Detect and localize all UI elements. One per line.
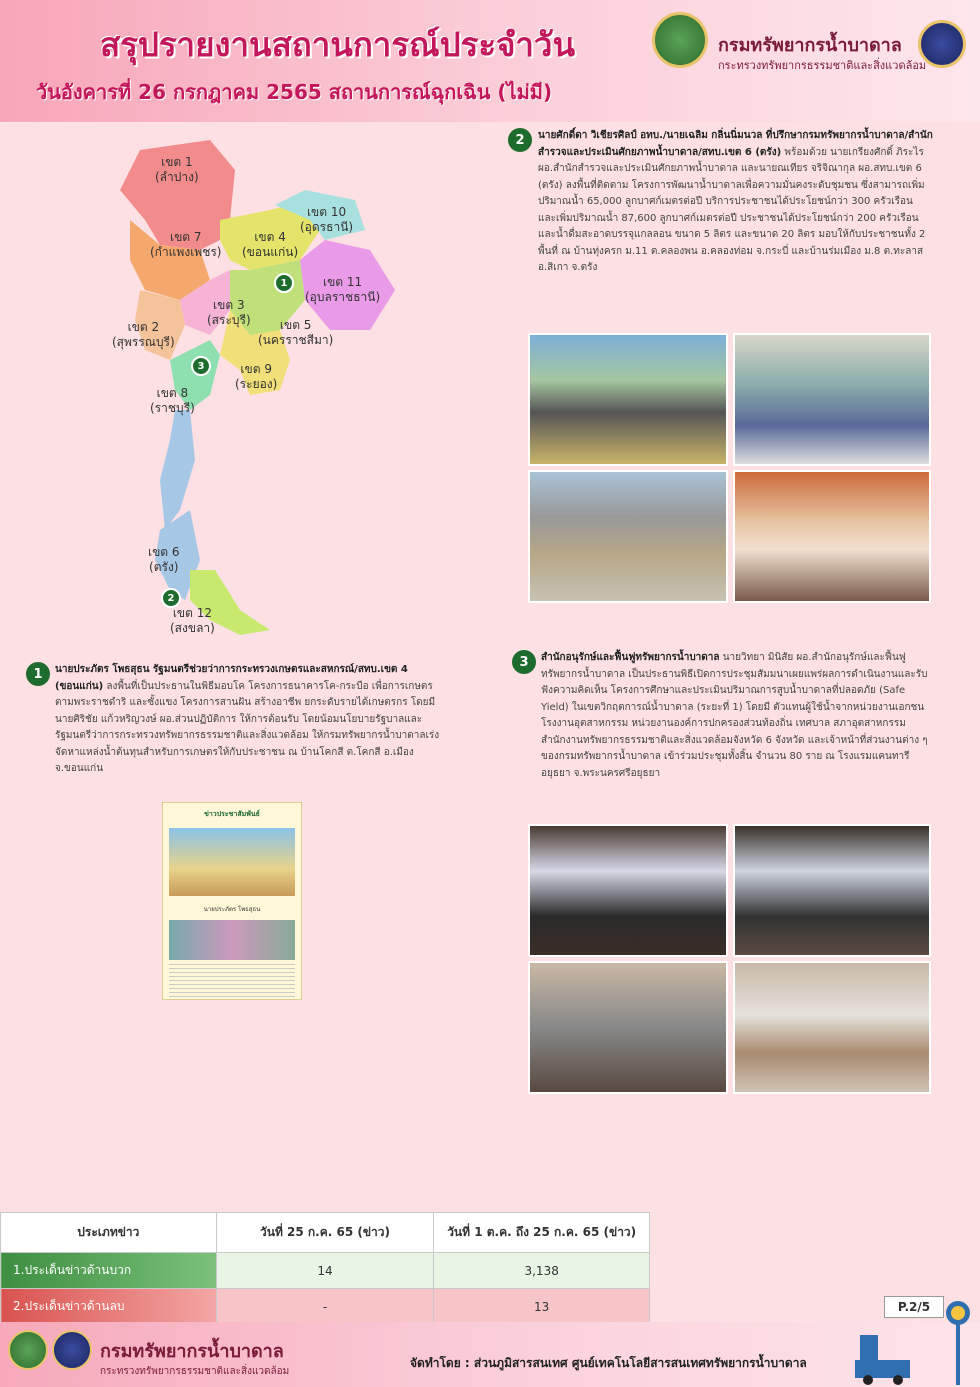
- table-cell: 14: [216, 1253, 434, 1289]
- poster-caption: นายประภัตร โพธสุธน: [203, 906, 261, 913]
- zone-city: (นครราชสีมา): [258, 333, 334, 347]
- zone-label-5: [258, 318, 333, 348]
- map-marker-2[interactable]: 2: [161, 588, 181, 608]
- zone-label-4: [242, 230, 298, 260]
- footer-dept-subtitle: กระทรวงทรัพยากรธรรมชาติและสิ่งแวดล้อม: [100, 1366, 290, 1377]
- zone-city: (อุบลราชธานี): [305, 290, 381, 304]
- news-photo: [528, 961, 728, 1094]
- zone-name: เขต 8: [156, 386, 189, 400]
- news-lead: นายประภัตร โพธสุธน รัฐมนตรีช่วยว่าการกระทรวงเกษตรและสหกรณ์/สทบ.เขต 4 (ขอนแก่น): [55, 664, 408, 692]
- page-number: P.2/5: [884, 1296, 944, 1318]
- news-photo: [733, 470, 931, 603]
- news-body: นายวิทยา มินิสัย ผอ.สำนักอนุรักษ์และฟื้นฟูทรัพยากรน้ำบาดาล เป็นประธานพิธีเปิดการประชุมสัมมนาเผยแพร่ผลการดำเนินงานและรับฟังความคิดเห็น โครงการศึกษาและประเมินปริมาณการสูบน้ำบาดาลที่ปลอดภัย (Safe Yield) ในเขตวิกฤตการณ์น้ำบาดาล (ระยะที่ 1) โดยมี ตัวแทนผู้ใช้น้ำจากหน่วยงานเอกชน โรงงานอุตสาหกรรม หน่วยงานองค์การปกครองส่วนท้องถิ่น เทศบาล สภาอุตสาหกรรม สำนักงานทรัพยากรธรรมชาติและสิ่งแวดล้อมจังหวัด 6 จังหวัด และเจ้าหน้าที่ส่วนงานต่าง ๆ ของกรมทรัพยากรน้ำบาดาล เข้าร่วมประชุมทั้งสิ้น จำนวน 80 ราย ณ โรงแรมแคนทารี อยุธยา จ.พระนครศรีอยุธยา: [541, 652, 928, 779]
- table-cell: -: [216, 1289, 434, 1325]
- news-number-badge: 2: [508, 128, 532, 152]
- news-stats-table: [0, 1212, 650, 1325]
- news-photo: [528, 824, 728, 957]
- zone-city: (กำแพงเพชร): [150, 245, 222, 259]
- zone-name: เขต 6: [148, 545, 180, 559]
- zone-label-12: [170, 606, 215, 636]
- zone-label-8: [150, 386, 195, 416]
- table-cell: 3,138: [434, 1253, 650, 1289]
- news-number-badge: 1: [26, 662, 50, 686]
- zone-city: (ราชบุรี): [150, 401, 195, 415]
- table-row-label: 1.ประเด็นข่าวด้านบวก: [1, 1253, 217, 1289]
- news-photo: [733, 333, 931, 466]
- zone-city: (สงขลา): [170, 621, 215, 635]
- zone-label-2: [112, 320, 175, 350]
- news-poster: [162, 802, 302, 1000]
- dept-subtitle: กระทรวงทรัพยากรธรรมชาติและสิ่งแวดล้อม: [718, 59, 927, 72]
- news-photo: [528, 470, 728, 603]
- map-marker-1[interactable]: 1: [274, 273, 294, 293]
- table-header: ประเภทข่าว: [1, 1213, 217, 1253]
- map-marker-3[interactable]: 3: [191, 356, 211, 376]
- zone-name: เขต 11: [322, 275, 363, 289]
- news-number-badge: 3: [512, 650, 536, 674]
- table-header: วันที่ 25 ก.ค. 65 (ข่าว): [216, 1213, 434, 1253]
- news-lead: สำนักอนุรักษ์และฟื้นฟูทรัพยากรน้ำบาดาล: [541, 652, 720, 663]
- zone-city: (ลำปาง): [155, 170, 199, 184]
- zone-name: เขต 7: [169, 230, 202, 244]
- ministry-logo: [8, 1330, 48, 1370]
- dept-logo: [918, 20, 966, 68]
- zone-name: เขต 5: [279, 318, 312, 332]
- zone-name: เขต 3: [213, 298, 245, 312]
- zone-label-11: [305, 275, 380, 305]
- news-photo: [528, 333, 728, 466]
- zone-label-7: [150, 230, 221, 260]
- table-row-label: 2.ประเด็นข่าวด้านลบ: [1, 1289, 217, 1325]
- dept-logo: [52, 1330, 92, 1370]
- zone-label-3: [207, 298, 251, 328]
- zone-name: เขต 10: [306, 205, 347, 219]
- ministry-logo: [652, 12, 708, 68]
- dept-name: กรมทรัพยากรน้ำบาดาล: [718, 35, 902, 56]
- news-photo: [733, 824, 931, 957]
- zone-name: เขต 2: [127, 320, 160, 334]
- zone-name: เขต 9: [240, 362, 272, 376]
- zone-name: เขต 4: [254, 230, 286, 244]
- zone-label-10: [300, 205, 353, 235]
- zone-city: (ระยอง): [235, 377, 278, 391]
- news-item-3: [541, 650, 933, 782]
- news-body: พร้อมด้วย นายเกรียงศักดิ์ ภิระไร ผอ.สำนักสำรวจและประเมินศักยภาพน้ำบาดาล และนายณเทียร จริจิณากุล ผอ.สทบ.เขต 6 (ตรัง) ลงพื้นที่ติดตาม โครงการพัฒนาน้ำบาดาลเพื่อความมั่นคงระดับชุมชน ซึ่งสามารถเพิ่มปริมาณน้ำ 65,000 ลูกบาศก์เมตรต่อปี บริการประชาชนได้ประโยชน์กว่า 300 ครัวเรือน และเพิ่มปริมาณน้ำ 87,600 ลูกบาศก์เมตรต่อปี ประชาชนได้ประโยชน์กว่า 200 ครัวเรือน และน้ำดื่มสะอาดบรรจุแกลลอน ขนาด 5 ลิตร และขนาด 20 ลิตร มอบให้กับประชาชนทั้ง 2 พื้นที่ ณ บ้านทุ่งครก ม.11 ต.คลองพน อ.คลองท่อม จ.กระบี่ และบ้านร่มเมือง ม.8 ต.ทะลาส อ.สิเกา จ.ตรัง: [538, 146, 926, 273]
- drilling-truck-icon: [850, 1325, 920, 1385]
- zone-city: (สุพรรณบุรี): [112, 335, 175, 349]
- news-photo: [733, 961, 931, 1094]
- news-item-2: [538, 128, 933, 277]
- table-row: [1, 1289, 650, 1325]
- zone-label-9: [235, 362, 277, 392]
- poster-title: ข่าวประชาสัมพันธ์: [204, 810, 260, 818]
- page-title: สรุปรายงานสถานการณ์ประจำวัน: [100, 25, 576, 64]
- zone-name: เขต 1: [161, 155, 193, 169]
- news-lead: นายศักดิ์ดา วิเชียรศิลป์ อทบ./นายเฉลิม กลิ่นนิ่มนวล ที่ปรึกษากรมทรัพยากรน้ำบาดาล/สำนักสำรวจและประเมินศักยภาพน้ำบาดาล/สทบ.เขต 6 (ตรัง): [538, 130, 933, 158]
- news-body: ลงพื้นที่เป็นประธานในพิธีมอบโค โครงการธนาคารโค-กระบือ เพื่อการเกษตรตามพระราชดำริ และซั้งแขง โครงการสานฝัน สร้างอาชีพ ยกระดับรายได้เกษตรกร โดยมี นายศิริชัย แก้วหริญวงษ์ ผอ.ส่วนปฏิบัติการ ให้การต้อนรับ โดยน้อมนโยบายรัฐบาลและรัฐมนตรีว่าการกระทรวงทรัพยากรธรรมชาติและสิ่งแวดล้อม ให้กรมทรัพยากรน้ำบาดาลเร่งจัดหาแหล่งน้ำต้นทุนสำหรับการเกษตรให้กับประชาชน ณ บ้านโคกสี ต.โคกสี อ.เมือง จ.ขอนแก่น: [55, 680, 440, 774]
- table-cell: 13: [434, 1289, 650, 1325]
- zone-city: (อุดรธานี): [300, 220, 354, 234]
- table-row: [1, 1253, 650, 1289]
- zone-city: (ตรัง): [149, 560, 179, 574]
- page-subtitle: วันอังคารที่ 26 กรกฎาคม 2565 สถานการณ์ฉุกเฉิน (ไม่มี): [36, 80, 553, 104]
- zone-city: (สระบุรี): [207, 313, 251, 327]
- footer-made-by: จัดทำโดย : ส่วนภูมิสารสนเทศ ศูนย์เทคโนโลยีสารสนเทศทรัพยากรน้ำบาดาล: [410, 1356, 807, 1370]
- thailand-zone-map: [100, 130, 410, 640]
- zone-label-6: [148, 545, 180, 575]
- zone-name: เขต 12: [172, 606, 213, 620]
- zone-label-1: [155, 155, 199, 185]
- zone-city: (ขอนแก่น): [242, 245, 299, 259]
- water-tower-icon: [940, 1297, 976, 1387]
- news-item-1: [55, 662, 450, 778]
- table-header: วันที่ 1 ต.ค. ถึง 25 ก.ค. 65 (ข่าว): [434, 1213, 650, 1253]
- footer-dept-name: กรมทรัพยากรน้ำบาดาล: [100, 1341, 284, 1362]
